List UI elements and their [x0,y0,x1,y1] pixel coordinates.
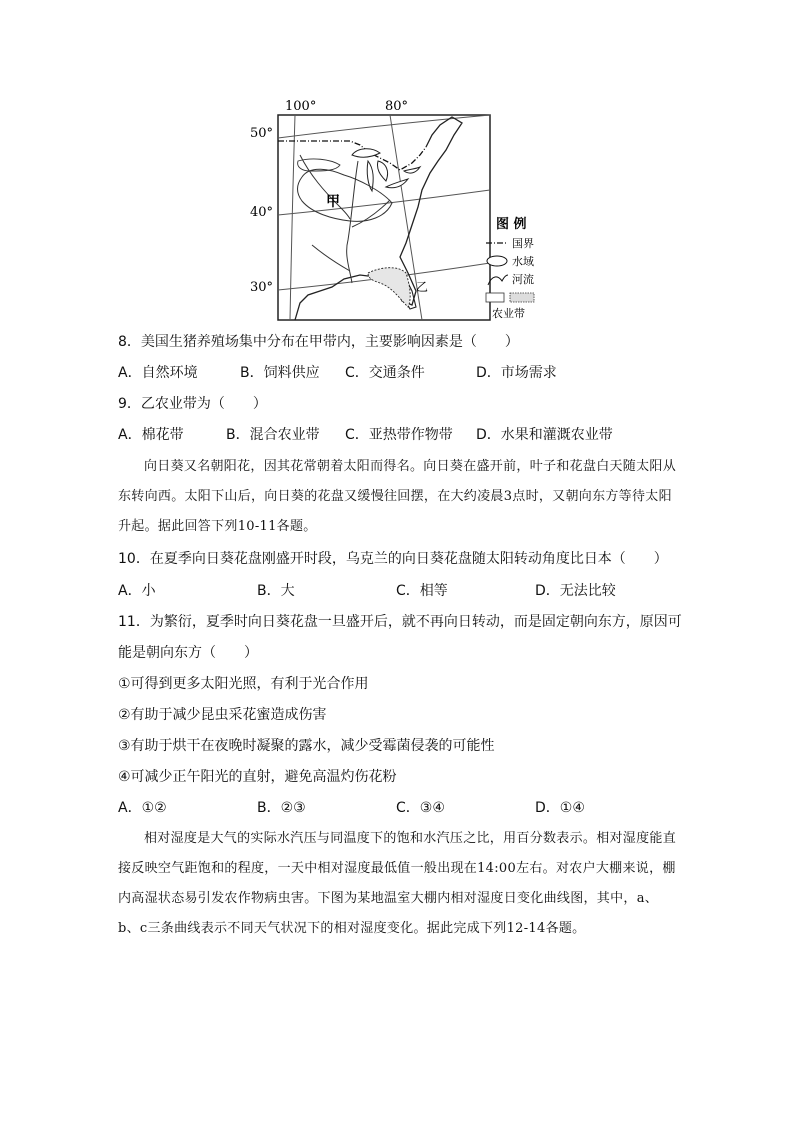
q11-stem-line2: 能是朝向东方（ ） [118,645,258,661]
q9-stem: 9．乙农业带为（ ） [118,396,267,412]
legend-water-label: 水域 [512,255,534,268]
q8-option-c: C．交通条件 [345,365,425,381]
q10-stem: 10．在夏季向日葵花盘刚盛开时段，乌克兰的向日葵花盘随太阳转动角度比日本（ ） [118,551,668,567]
legend-river-symbol [488,275,508,285]
map-frame [278,115,490,320]
legend-water-symbol [487,256,507,266]
lon-label-80: 80° [385,99,409,114]
lat-label-30: 30° [250,280,274,295]
q9-option-b: B．混合农业带 [226,427,320,443]
legend-belt-symbol-plain [486,293,504,302]
q9-option-d: D．水果和灌溉农业带 [476,427,613,443]
legend-belt-label: 农业带 [492,307,525,320]
q11-option-c: C．③④ [396,800,445,816]
legend-title: 图 例 [496,217,527,232]
q9-option-c: C．亚热带作物带 [345,427,453,443]
lat-label-50: 50° [250,126,274,141]
region-yi-label: 乙 [416,280,429,294]
q11-item-4: ④可减少正午阳光的直射，避免高温灼伤花粉 [118,769,397,785]
q11-stem-line1: 11．为繁衍，夏季时向日葵花盘一旦盛开后，就不再向日转动，而是固定朝向东方，原因可 [118,614,682,630]
lat-label-40: 40° [250,205,274,220]
q10-option-a: A．小 [118,583,156,599]
legend-belt-symbol-dotted [510,293,534,302]
q11-item-3: ③有助于烘干在夜晚时凝聚的露水，减少受霉菌侵袭的可能性 [118,738,495,754]
legend-border-label: 国界 [512,237,534,250]
q11-option-d: D．①④ [535,800,585,816]
q8-stem: 8．美国生猪养殖场集中分布在甲带内，主要影响因素是（ ） [118,334,519,350]
q11-item-2: ②有助于减少昆虫采花蜜造成伤害 [118,707,327,723]
q11-option-a: A．①② [118,800,167,816]
humidity-passage: 相对湿度是大气的实际水汽压与同温度下的饱和水汽压之比，用百分数表示。相对湿度能直接反映空气距饱和的程度，一天中相对湿度最低值一般出现在14:00左右。对农户大棚来说，棚内高湿状态易引发农作物病虫害。下图为某地温室大棚内相对湿度日变化曲线图，其中，a、b、c三条曲线表示不同天气状况下的相对湿度变化。据此完成下列12-14各题。 [118,831,677,936]
us-agriculture-map [240,95,540,325]
lon-label-100: 100° [285,99,317,114]
q10-option-c: C．相等 [396,583,448,599]
legend-river-label: 河流 [512,273,534,286]
q8-option-d: D．市场需求 [476,365,557,381]
q11-option-b: B．②③ [257,800,306,816]
q8-option-b: B．饲料供应 [240,365,320,381]
q10-option-b: B．大 [257,583,295,599]
region-jia-label: 甲 [326,194,340,210]
q10-option-d: D．无法比较 [535,583,616,599]
q8-option-a: A．自然环境 [118,365,198,381]
q9-option-a: A．棉花带 [118,427,184,443]
sunflower-passage: 向日葵又名朝阳花，因其花常朝着太阳而得名。向日葵在盛开前，叶子和花盘白天随太阳从东转向西。太阳下山后，向日葵的花盘又缓慢往回摆，在大约凌晨3点时，又朝向东方等待太阳升起。据此回答下列10-11各题。 [118,459,677,534]
q11-item-1: ①可得到更多太阳光照，有利于光合作用 [118,676,369,692]
